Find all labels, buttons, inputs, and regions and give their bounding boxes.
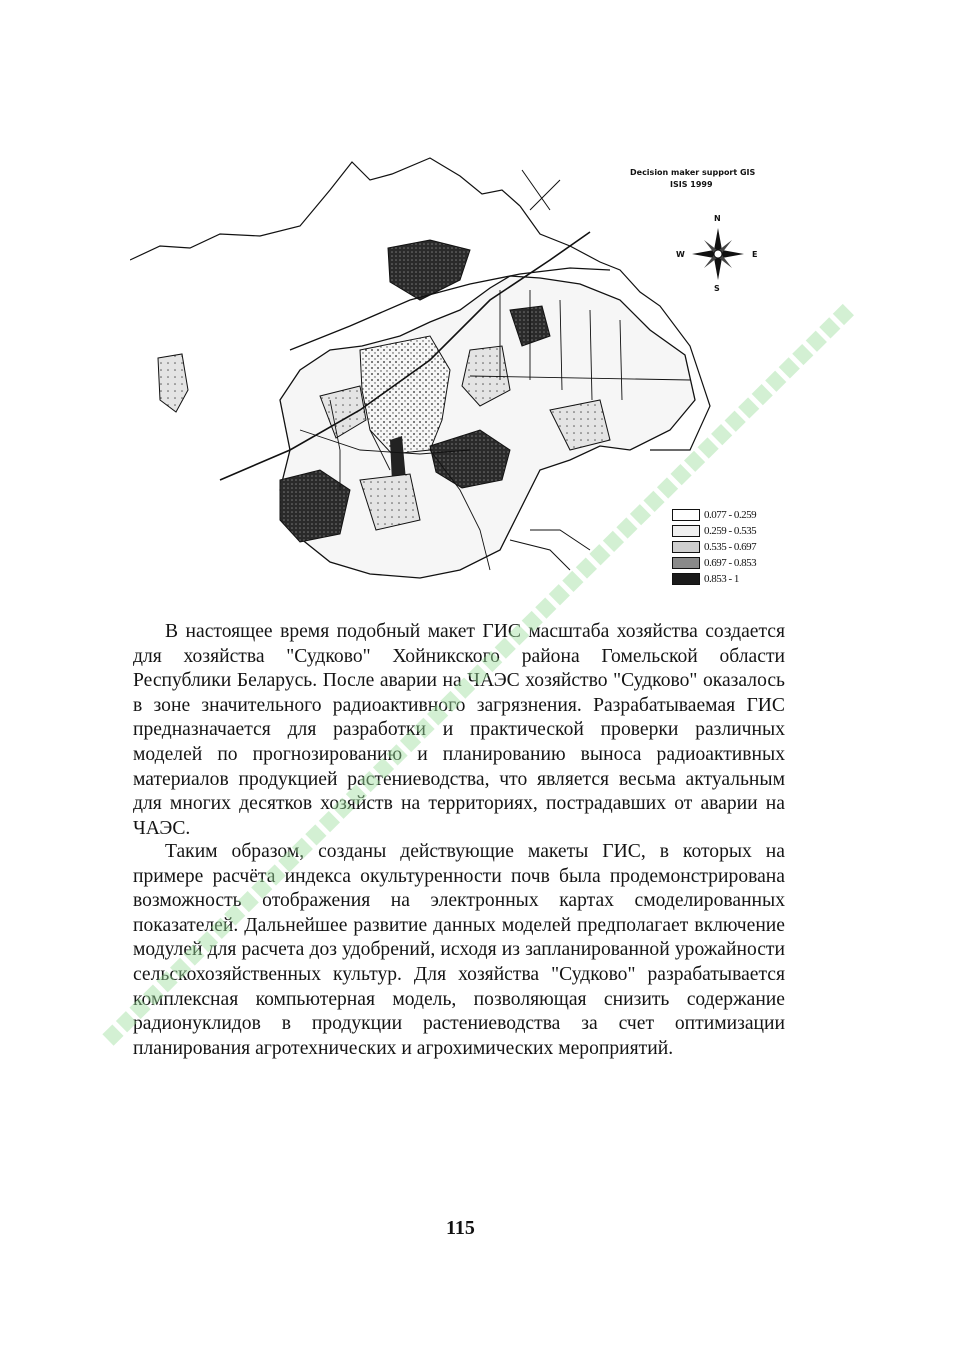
body-paragraph-1 (133, 620, 785, 841)
legend-item (672, 539, 802, 555)
paragraph-text: Таким образом, созданы действующие макеты ГИС, в которых на примере расчёта индекса окультуренности почв была продемонстрирована возможность отображения на электронных картах смоделированных показателей. Дальнейшее развитие данных моделей предполагает включение модулей для расчета доз удобрений, исходя из запланированной урожайности сельскохозяйственных культур. Для хозяйства "Судково" разрабатывается комплексная компьютерная модель, позволяющая снизить содержание радионуклидов в продукции растениеводства за счет оптимизации планирования агротехнических и агрохимических мероприятий. (133, 841, 785, 1059)
figure-header-line-2: ISIS 1999 (670, 180, 713, 189)
figure-header-line-1: Decision maker support GIS (630, 168, 756, 177)
legend-label: 0.535 - 0.697 (704, 541, 757, 553)
legend-swatch (672, 541, 700, 553)
compass-north-label: N (714, 214, 721, 223)
paragraph-text: В настоящее время подобный макет ГИС масштаба хозяйства создается для хозяйства "Судково" Хойникского района Гомельской области Республики Беларусь. После аварии на ЧАЭС хозяйство "Судково" оказалось в зоне значительного радиоактивного загрязнения. Разрабатываемая ГИС предназначается для разработки и практической проверки различных моделей по прогнозированию и планированию выноса радиоактивных материалов продукцией растениеводства, что является весьма актуальным для многих десятков хозяйств на территориях, пострадавших от аварии на ЧАЭС. (133, 621, 785, 839)
compass-east-label: E (752, 250, 758, 259)
legend-label: 0.077 - 0.259 (704, 509, 757, 521)
compass-west-label: W (676, 250, 685, 259)
legend-item (672, 555, 802, 571)
legend-swatch (672, 525, 700, 537)
legend-label: 0.697 - 0.853 (704, 557, 757, 569)
legend-item (672, 571, 802, 587)
map-legend (672, 507, 802, 587)
legend-label: 0.853 - 1 (704, 573, 739, 585)
legend-item (672, 523, 802, 539)
legend-item (672, 507, 802, 523)
legend-swatch (672, 557, 700, 569)
legend-swatch (672, 509, 700, 521)
compass-south-label: S (714, 284, 720, 293)
page-number: 115 (446, 1217, 475, 1239)
body-paragraph-2 (133, 840, 785, 1061)
legend-label: 0.259 - 0.535 (704, 525, 757, 537)
legend-swatch (672, 573, 700, 585)
compass-rose (692, 228, 744, 280)
